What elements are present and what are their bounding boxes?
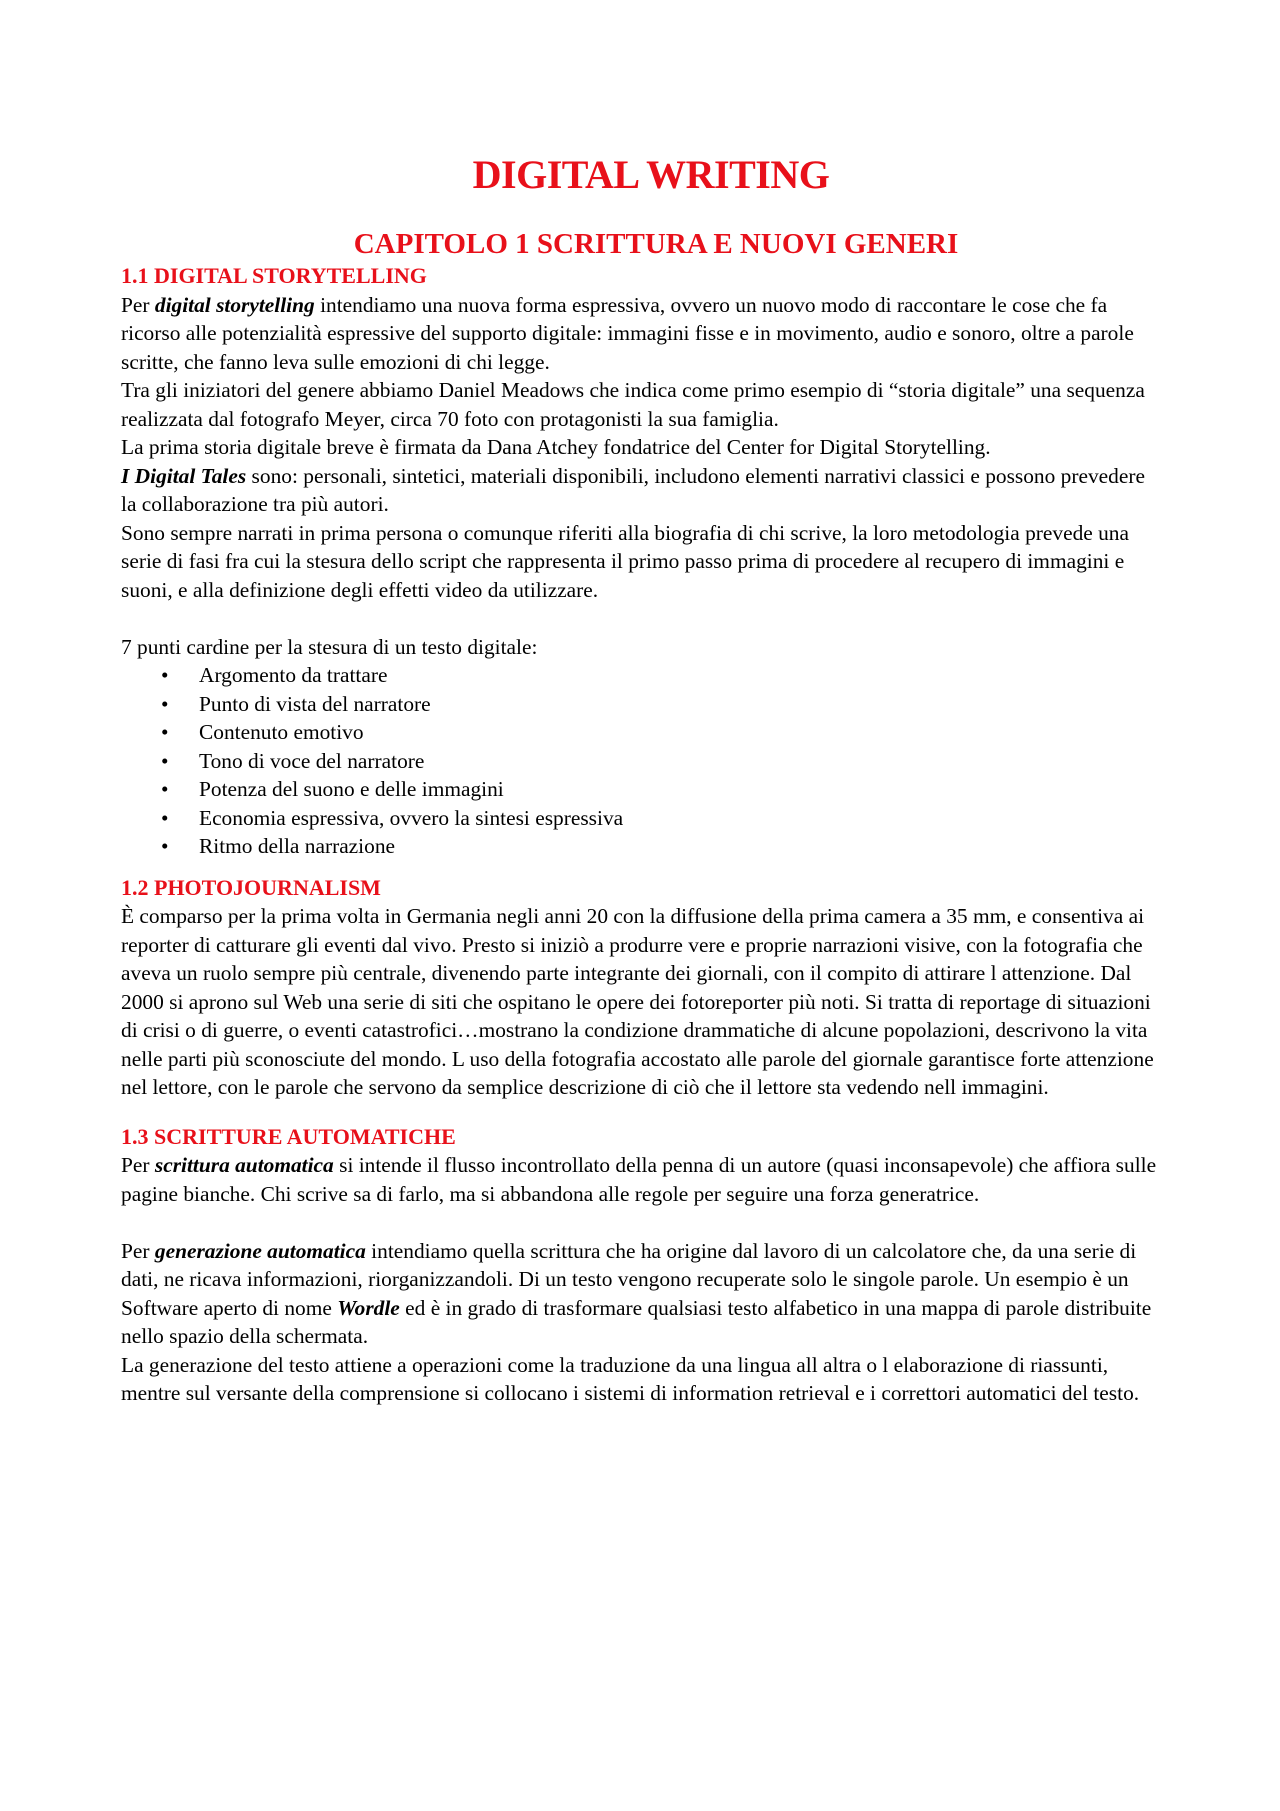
section-digital-storytelling [121, 262, 1161, 861]
list-item [121, 747, 1161, 776]
list-item [121, 832, 1161, 861]
paragraph: La generazione del testo attiene a operazioni come la traduzione da una lingua all altra o l elaborazione di riassunti, mentre sul versante della comprensione si collocano i sistemi di information retrieval e i correttori automatici del testo. [121, 1352, 1140, 1405]
list-item-text: Argomento da trattare [199, 663, 388, 687]
list-item [121, 661, 1161, 690]
list-item [121, 804, 1161, 833]
keyword: I Digital Tales [121, 463, 247, 488]
list-item-text: Potenza del suono e delle immagini [199, 777, 504, 801]
paragraph: Tra gli iniziatori del genere abbiamo Daniel Meadows che indica come primo esempio di “storia digitale” una sequenza realizzata dal fotografo Meyer, circa 70 foto con protagonisti la sua famiglia. [121, 378, 1145, 431]
blank-line [121, 1208, 1161, 1237]
list-item-text: Ritmo della narrazione [199, 834, 396, 858]
document-title: DIGITAL WRITING [472, 152, 830, 197]
list-intro: 7 punti cardine per la stesura di un testo digitale: [121, 634, 538, 659]
paragraph [121, 1237, 1161, 1351]
paragraph-text: Per [121, 292, 155, 317]
list-item-text: Contenuto emotivo [199, 720, 364, 744]
paragraph [121, 291, 1161, 377]
bullet-icon: • [161, 748, 169, 773]
list-item-text: Tono di voce del narratore [199, 748, 425, 773]
paragraph [121, 1151, 1161, 1208]
section-heading: 1.3 SCRITTURE AUTOMATICHE [121, 1123, 456, 1149]
list-item-text: Punto di vista del narratore [199, 691, 431, 716]
keyword: generazione automatica [154, 1238, 366, 1263]
bullet-icon: • [161, 805, 169, 830]
section-scritture-automatiche [121, 1123, 1161, 1408]
section-heading: 1.2 PHOTOJOURNALISM [121, 874, 381, 900]
keyword: Wordle [337, 1295, 400, 1320]
paragraph-text: si intende il flusso incontrollato della penna di un autore (quasi inconsapevole) che affiora sulle pagine bianche. Chi scrive sa di farlo, ma si abbandona alle regole per seguire una forza generatrice. [121, 1153, 1157, 1206]
chapter-title: CAPITOLO 1 SCRITTURA E NUOVI GENERI [353, 228, 959, 260]
bullet-icon: • [161, 663, 169, 687]
key-points-list [121, 661, 1161, 861]
blank-line [121, 604, 1161, 633]
paragraph-text: sono: personali, sintetici, materiali disponibili, includono elementi narrativi classici e possono prevedere la collaborazione tra più autori. [121, 463, 1145, 516]
paragraph: Sono sempre narrati in prima persona o comunque riferiti alla biografia di chi scrive, la loro metodologia prevede una serie di fasi fra cui la stesura dello script che rappresenta il primo passo prima di procedere al recupero di immagini e suoni, e alla definizione degli effetti video da utilizzare. [121, 520, 1129, 602]
section-photojournalism [121, 874, 1161, 1102]
section-heading: 1.1 DIGITAL STORYTELLING [121, 263, 427, 288]
list-item [121, 718, 1161, 747]
paragraph-text: Per [121, 1238, 155, 1263]
bullet-icon: • [161, 720, 169, 744]
paragraph: La prima storia digitale breve è firmata da Dana Atchey fondatrice del Center for Digital Storytelling. [121, 435, 991, 459]
keyword: digital storytelling [154, 292, 315, 317]
keyword: scrittura automatica [154, 1153, 334, 1177]
bullet-icon: • [161, 777, 169, 801]
paragraph-text: ed è in grado di trasformare qualsiasi testo alfabetico in una mappa di parole distribuite nello spazio della schermata. [121, 1295, 1152, 1348]
bullet-icon: • [161, 691, 169, 716]
paragraph-text: Per [121, 1153, 155, 1177]
list-item [121, 690, 1161, 719]
bullet-icon: • [161, 834, 169, 858]
paragraph-text: intendiamo una nuova forma espressiva, ovvero un nuovo modo di raccontare le cose che fa ricorso alle potenzialità espressive del supporto digitale: immagini fisse e in movimento, audio e sonoro, oltre a parole scritte, che fanno leva sulle emozioni di chi legge. [121, 292, 1134, 374]
list-item [121, 775, 1161, 804]
list-item-text: Economia espressiva, ovvero la sintesi espressiva [199, 805, 624, 830]
paragraph [121, 462, 1161, 519]
paragraph: È comparso per la prima volta in Germania negli anni 20 con la diffusione della prima camera a 35 mm, e consentiva ai reporter di catturare gli eventi dal vivo. Presto si iniziò a produrre vere e proprie narrazioni visive, con la fotografia che aveva un ruolo sempre più centrale, divenendo parte integrante dei giornali, con il compito di attirare l attenzione. Dal 2000 si aprono sul Web una serie di siti che ospitano le opere dei fotoreporter più noti. Si tratta di reportage di situazioni di crisi o di guerre, o eventi catastrofici…mostrano la condizione drammatiche di alcune popolazioni, descrivono la vita nelle parti più sconosciute del mondo. L uso della fotografia accostato alle parole del giornale garantisce forte attenzione nel lettore, con le parole che servono da semplice descrizione di ciò che il lettore sta vedendo nell immagini. [121, 904, 1154, 1099]
paragraph-text: intendiamo quella scrittura che ha origine dal lavoro di un calcolatore che, da una serie di dati, ne ricava informazioni, riorganizzandoli. Di un testo vengono recuperate solo le singole parole. Un esempio è un Software aperto di nome [121, 1238, 1137, 1320]
document-page [121, 150, 1161, 1408]
